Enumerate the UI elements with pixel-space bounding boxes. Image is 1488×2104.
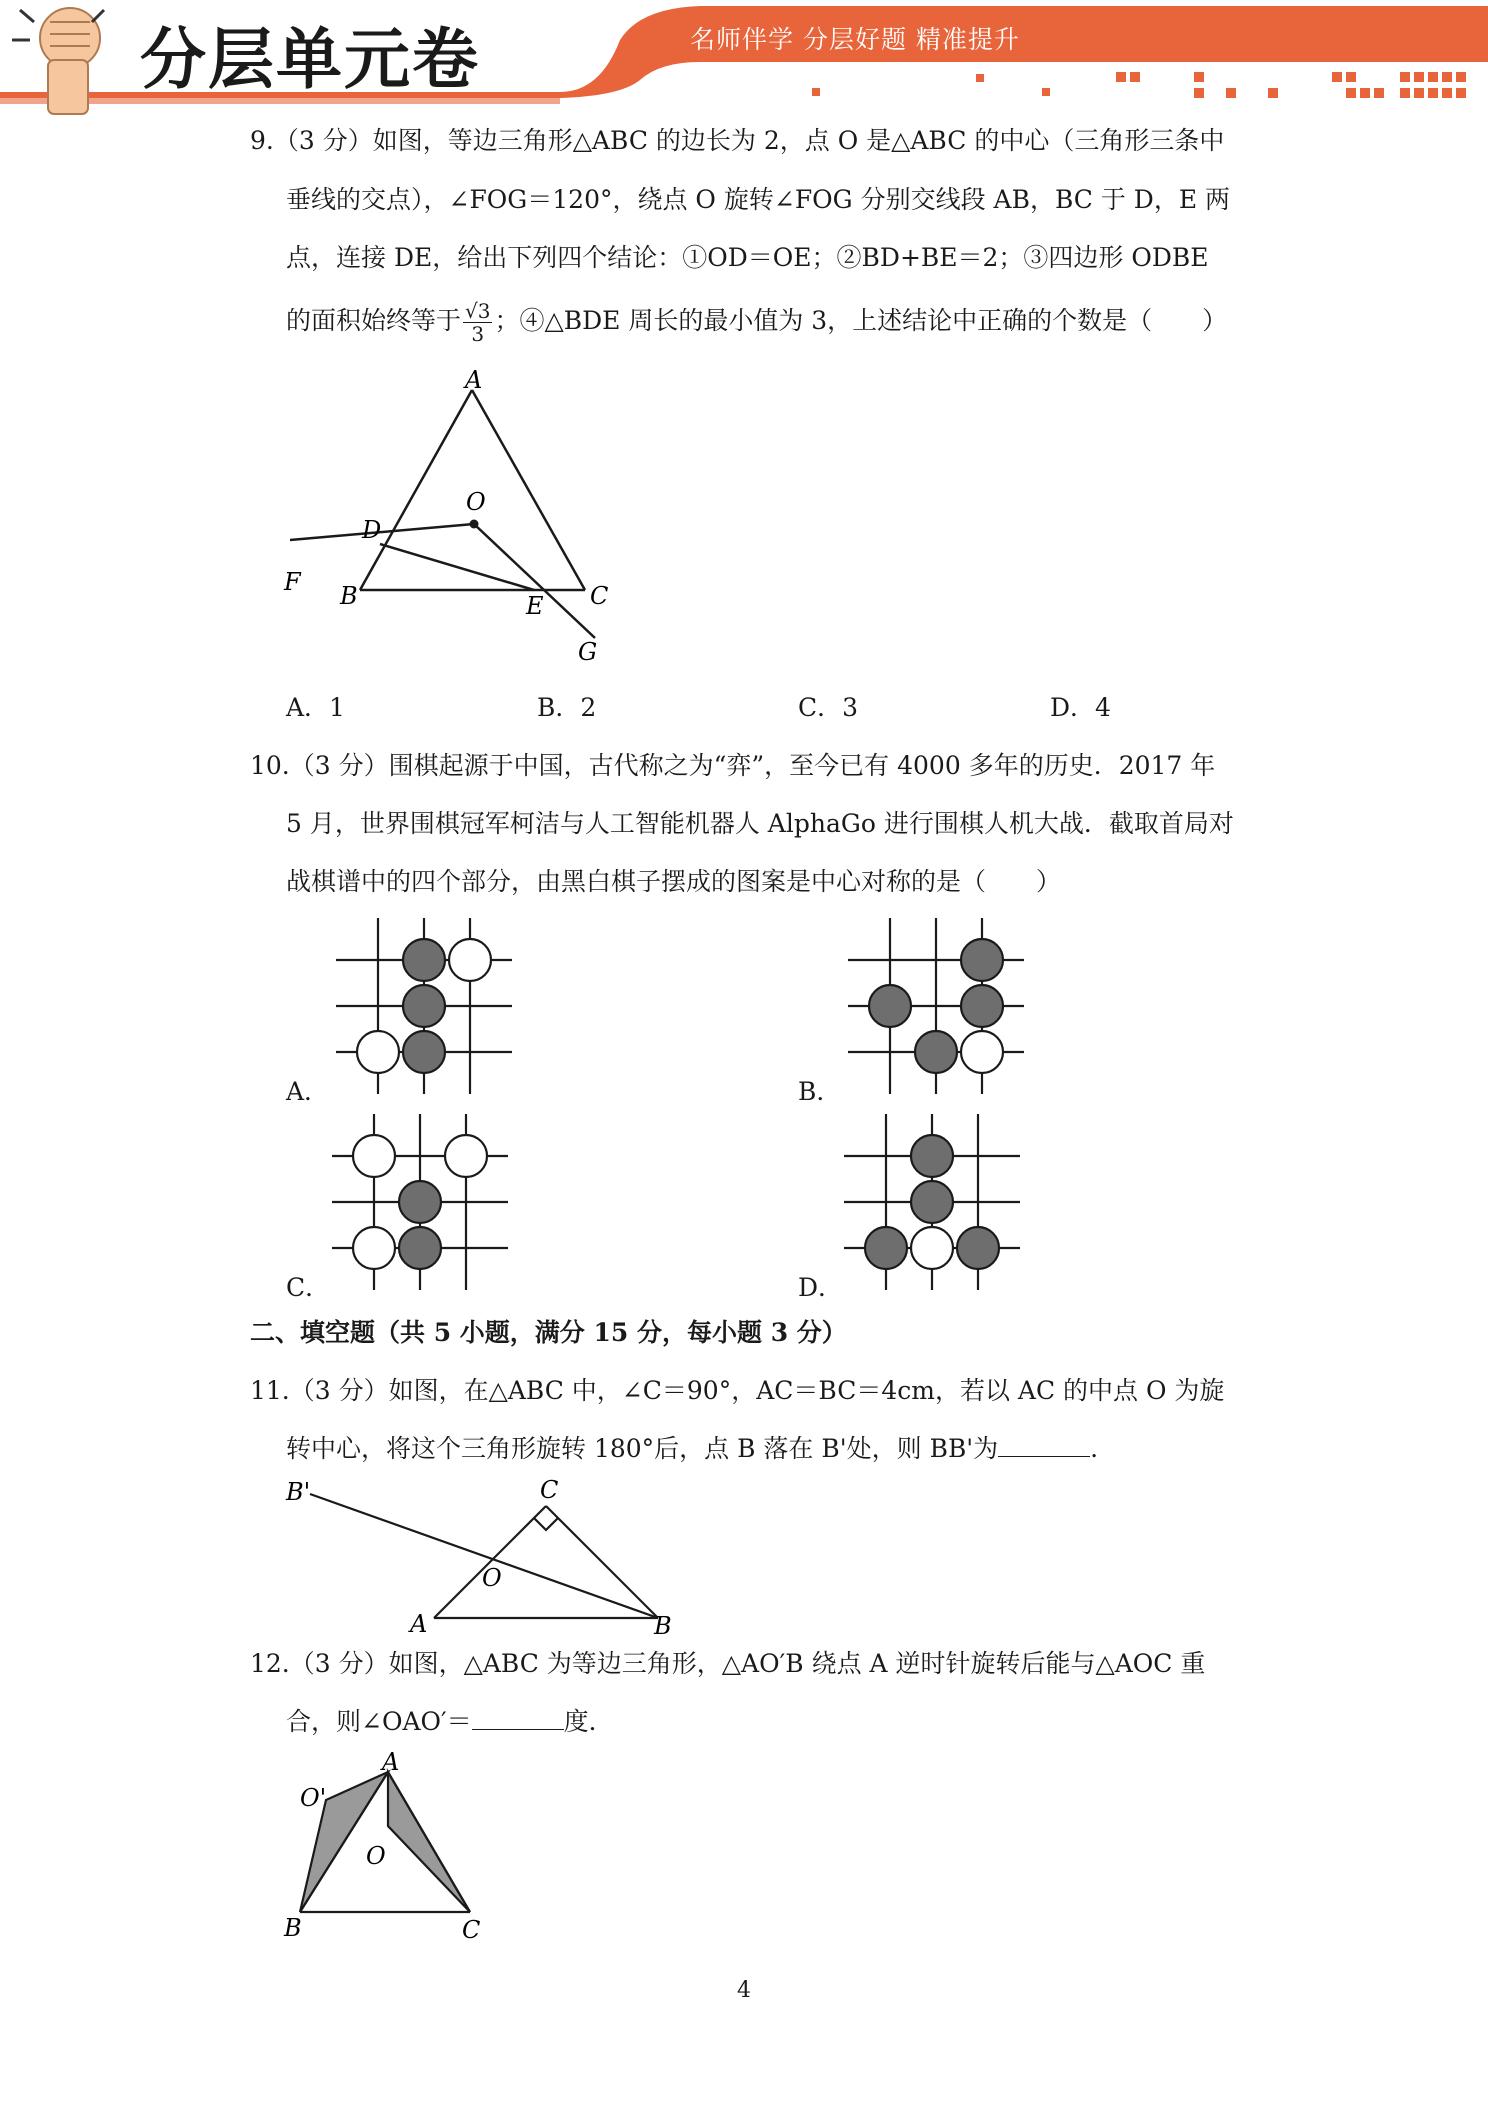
q9-line-4b: ；④△BDE 周长的最小值为 3，上述结论中正确的个数是（ ） xyxy=(494,306,1228,335)
q9-line-1: 9.（3 分）如图，等边三角形△ABC 的边长为 2，点 O 是△ABC 的中心（三角形三条中 xyxy=(250,126,1225,155)
go-board-c xyxy=(332,1114,512,1290)
fraction-numerator: √3 xyxy=(465,299,491,323)
label-B: B xyxy=(654,1612,672,1638)
q12-line-2 xyxy=(286,1702,614,1742)
q9-line-2: 垂线的交点），∠FOG＝120°，绕点 O 旋转∠FOG 分别交线段 AB，BC 于 D，E 两 xyxy=(286,185,1231,214)
label-C: C xyxy=(462,1916,481,1944)
q10-option-b: B． xyxy=(798,1077,842,1106)
q9-option-b: B．2 xyxy=(537,693,597,722)
q9-line-4a: 的面积始终等于 xyxy=(286,306,462,335)
fraction-denominator: 3 xyxy=(471,322,485,346)
answer-blank xyxy=(998,1430,1090,1457)
page-number: 4 xyxy=(737,1978,751,2003)
label-F: F xyxy=(284,568,301,596)
q11-line-1: 11.（3 分）如图，在△ABC 中，∠C＝90°，AC＝BC＝4cm，若以 AC 的中点 O 为旋 xyxy=(250,1376,1225,1405)
q12-line-1: 12.（3 分）如图，△ABC 为等边三角形，△AO′B 绕点 A 逆时针旋转后能与△AOC 重 xyxy=(250,1649,1206,1678)
q12-line-2b: 度． xyxy=(563,1707,614,1736)
go-board-d xyxy=(844,1114,1024,1290)
section-title-fill-in: 二、填空题（共 5 小题，满分 15 分，每小题 3 分） xyxy=(250,1318,847,1347)
q9-option-d: D．4 xyxy=(1050,693,1111,722)
go-board-b xyxy=(848,918,1028,1094)
q10-line-1: 10.（3 分）围棋起源于中国，古代称之为“弈”，至今已有 4000 多年的历史．2017 年 xyxy=(250,751,1216,780)
label-O: O xyxy=(366,1842,386,1870)
q10-line-3: 战棋谱中的四个部分，由黑白棋子摆成的图案是中心对称的是（ ） xyxy=(286,867,1062,896)
q10-option-d: D． xyxy=(798,1273,844,1302)
q9-fraction xyxy=(463,300,492,345)
q10-line-2: 5 月，世界围棋冠军柯洁与人工智能机器人 AlphaGo 进行围棋人机大战．截取首局对 xyxy=(286,809,1234,838)
label-G: G xyxy=(578,638,598,666)
label-O: O xyxy=(482,1564,502,1592)
q11-line-2 xyxy=(286,1429,1115,1469)
q10-option-a: A． xyxy=(286,1077,330,1106)
go-board-a xyxy=(336,918,516,1094)
label-C: C xyxy=(590,582,609,610)
q11-line-2a: 转中心，将这个三角形旋转 180°后，点 B 落在 B'处，则 BB'为 xyxy=(286,1434,999,1463)
q9-option-a: A．1 xyxy=(286,693,345,722)
answer-blank xyxy=(472,1703,564,1730)
q9-line-3: 点，连接 DE，给出下列四个结论：①OD＝OE；②BD+BE＝2；③四边形 ODBE xyxy=(286,243,1209,272)
q11-figure xyxy=(282,1478,682,1638)
q9-line-4 xyxy=(286,300,1227,345)
label-A: A xyxy=(465,368,483,394)
q12-figure xyxy=(276,1750,496,1950)
label-A: A xyxy=(382,1750,400,1776)
label-A: A xyxy=(410,1610,428,1638)
label-E: E xyxy=(526,592,544,620)
label-B: B xyxy=(340,582,358,610)
header-slogan: 名师伴学 分层好题 精准提升 xyxy=(690,25,1020,54)
label-C: C xyxy=(540,1478,559,1504)
label-O: O xyxy=(466,488,486,516)
label-O-prime: O' xyxy=(300,1784,327,1812)
q9-option-c: C．3 xyxy=(798,693,859,722)
label-B-prime: B' xyxy=(286,1478,311,1506)
q9-figure-triangle xyxy=(280,368,620,668)
q10-option-c: C． xyxy=(286,1273,331,1302)
q12-line-2a: 合，则∠OAO′＝ xyxy=(286,1707,472,1736)
label-B: B xyxy=(284,1914,302,1942)
q11-line-2b: ． xyxy=(1090,1434,1116,1463)
label-D: D xyxy=(362,516,382,544)
brand-title: 分层单元卷 xyxy=(140,21,480,98)
